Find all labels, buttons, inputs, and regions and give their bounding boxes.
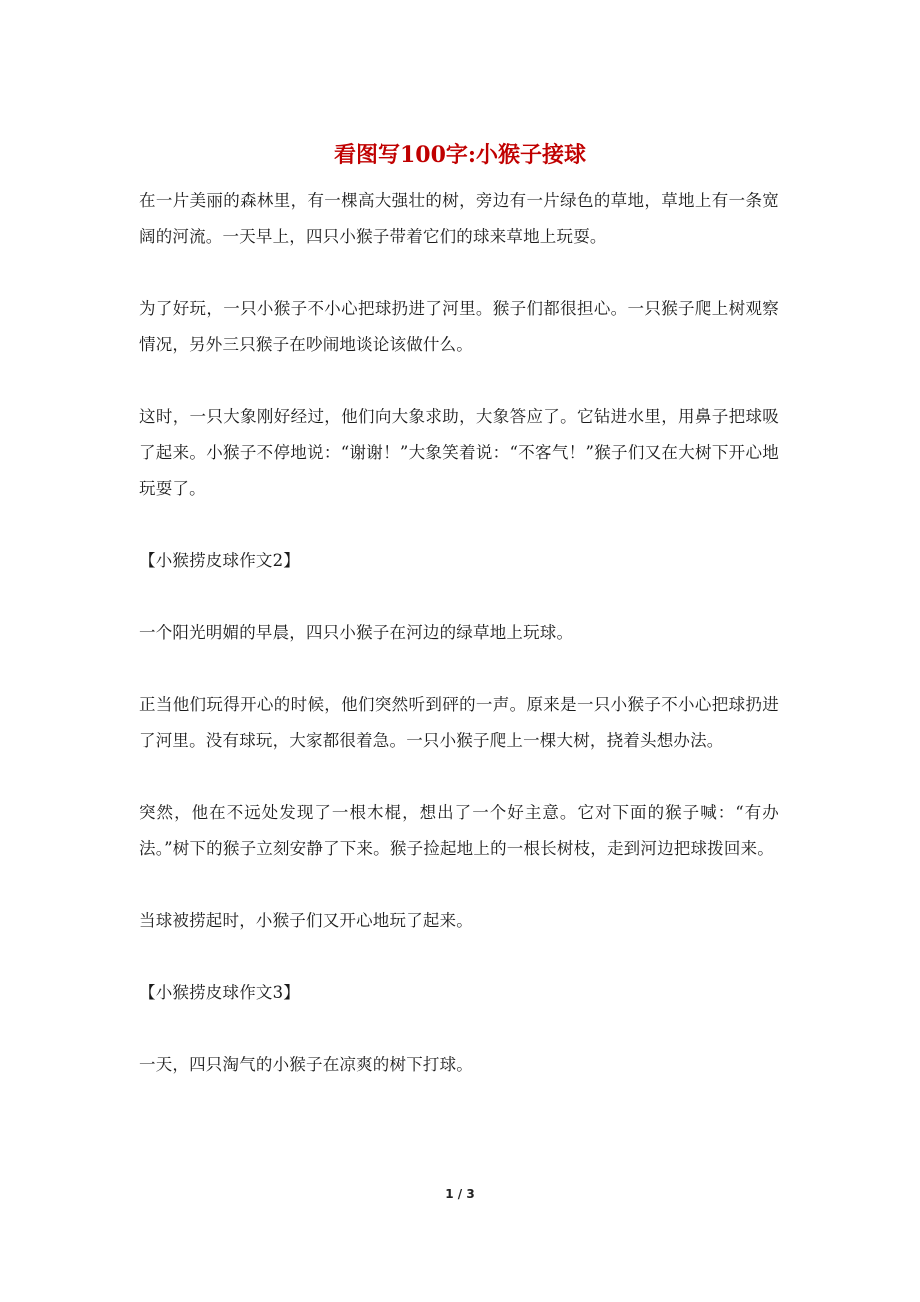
paragraph: 在一片美丽的森林里，有一棵高大强壮的树，旁边有一片绿色的草地，草地上有一条宽阔的河流。一天早上，四只小猴子带着它们的球来草地上玩耍。 — [139, 191, 779, 246]
paragraph: 当球被捞起时，小猴子们又开心地玩了起来。 — [139, 911, 473, 930]
paragraph: 正当他们玩得开心的时候，他们突然听到砰的一声。原来是一只小猴子不小心把球扔进了河里。没有球玩，大家都很着急。一只小猴子爬上一棵大树，挠着头想办法。 — [139, 695, 779, 750]
section-heading: 【小猴捞皮球作文3】 — [139, 983, 300, 1002]
paragraph: 一天，四只淘气的小猴子在凉爽的树下打球。 — [139, 1055, 473, 1074]
paragraph: 一个阳光明媚的早晨，四只小猴子在河边的绿草地上玩球。 — [139, 623, 574, 642]
paragraph: 突然，他在不远处发现了一根木棍，想出了一个好主意。它对下面的猴子喊：“有办法。”树下的猴子立刻安静了下来。猴子捡起地上的一根长树枝，走到河边把球拨回来。 — [139, 803, 779, 858]
section-heading: 【小猴捞皮球作文2】 — [139, 551, 300, 570]
paragraph: 这时，一只大象刚好经过，他们向大象求助，大象答应了。它钻进水里，用鼻子把球吸了起来。小猴子不停地说：“谢谢！”大象笑着说：“不客气！”猴子们又在大树下开心地玩耍了。 — [139, 407, 779, 498]
document-body — [139, 183, 779, 1119]
page-number: 1 / 3 — [445, 1187, 475, 1201]
page-title: 看图写100字:小猴子接球 — [333, 142, 587, 168]
paragraph: 为了好玩，一只小猴子不小心把球扔进了河里。猴子们都很担心。一只猴子爬上树观察情况，另外三只猴子在吵闹地谈论该做什么。 — [139, 299, 779, 354]
